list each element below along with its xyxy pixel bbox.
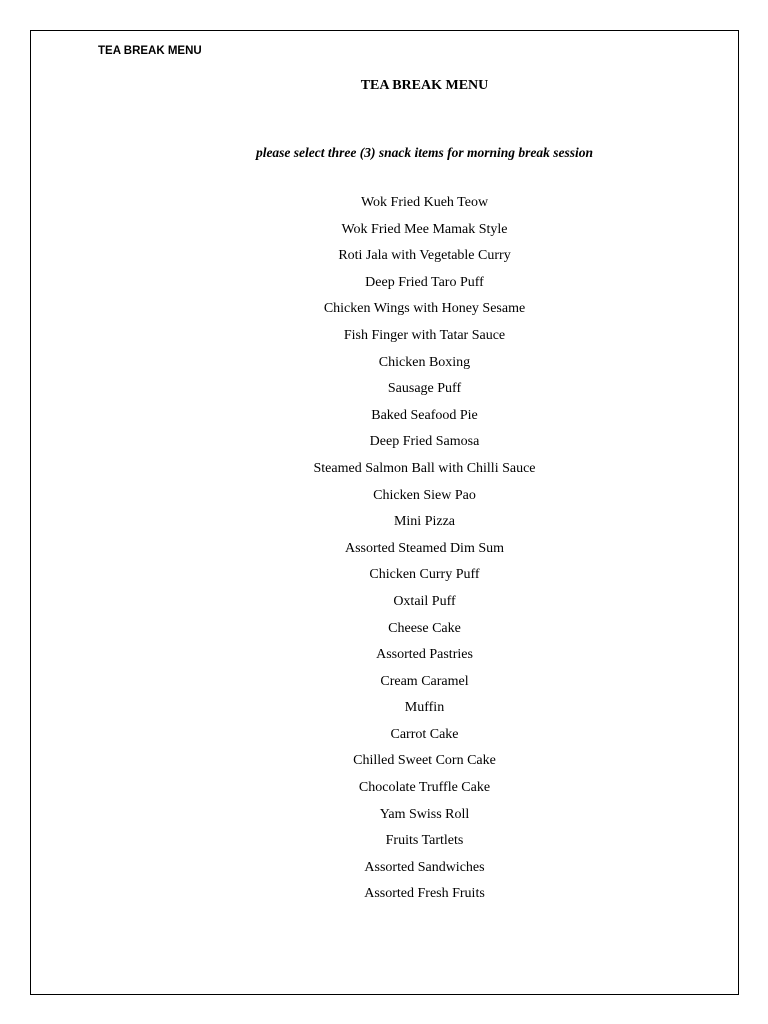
menu-item: Carrot Cake (390, 726, 459, 742)
menu-item: Wok Fried Mee Mamak Style (341, 221, 508, 237)
menu-item: Baked Seafood Pie (371, 407, 478, 423)
menu-item: Cheese Cake (388, 620, 461, 636)
instruction-text: please select three (3) snack items for morning break session (255, 145, 594, 160)
page-title: TEA BREAK MENU (360, 78, 489, 93)
menu-item: Assorted Sandwiches (364, 859, 485, 875)
menu-item: Roti Jala with Vegetable Curry (338, 248, 511, 264)
menu-item: Yam Swiss Roll (379, 806, 470, 822)
menu-item: Chicken Wings with Honey Sesame (323, 301, 526, 317)
menu-item: Oxtail Puff (393, 593, 456, 609)
menu-item: Chocolate Truffle Cake (358, 780, 491, 796)
menu-item: Cream Caramel (380, 673, 469, 689)
menu-item: Fish Finger with Tatar Sauce (343, 327, 506, 343)
menu-list (31, 193, 768, 911)
menu-item: Chicken Curry Puff (369, 567, 480, 583)
menu-item: Muffin (404, 700, 445, 716)
menu-item: Mini Pizza (393, 514, 456, 530)
menu-item: Chicken Boxing (378, 354, 471, 370)
document-page (30, 30, 739, 995)
menu-item: Chicken Siew Pao (373, 487, 476, 503)
menu-item: Assorted Steamed Dim Sum (344, 540, 505, 556)
menu-item: Deep Fried Samosa (369, 434, 480, 450)
menu-item: Steamed Salmon Ball with Chilli Sauce (313, 460, 536, 476)
menu-item: Fruits Tartlets (385, 833, 464, 849)
menu-item: Wok Fried Kueh Teow (360, 195, 489, 210)
menu-item: Assorted Pastries (376, 647, 473, 663)
menu-item: Chilled Sweet Corn Cake (353, 753, 496, 769)
menu-item: Sausage Puff (387, 381, 462, 397)
menu-item: Assorted Fresh Fruits (364, 886, 485, 902)
menu-item: Deep Fried Taro Puff (365, 274, 484, 290)
page-header: TEA BREAK MENU (98, 45, 202, 57)
